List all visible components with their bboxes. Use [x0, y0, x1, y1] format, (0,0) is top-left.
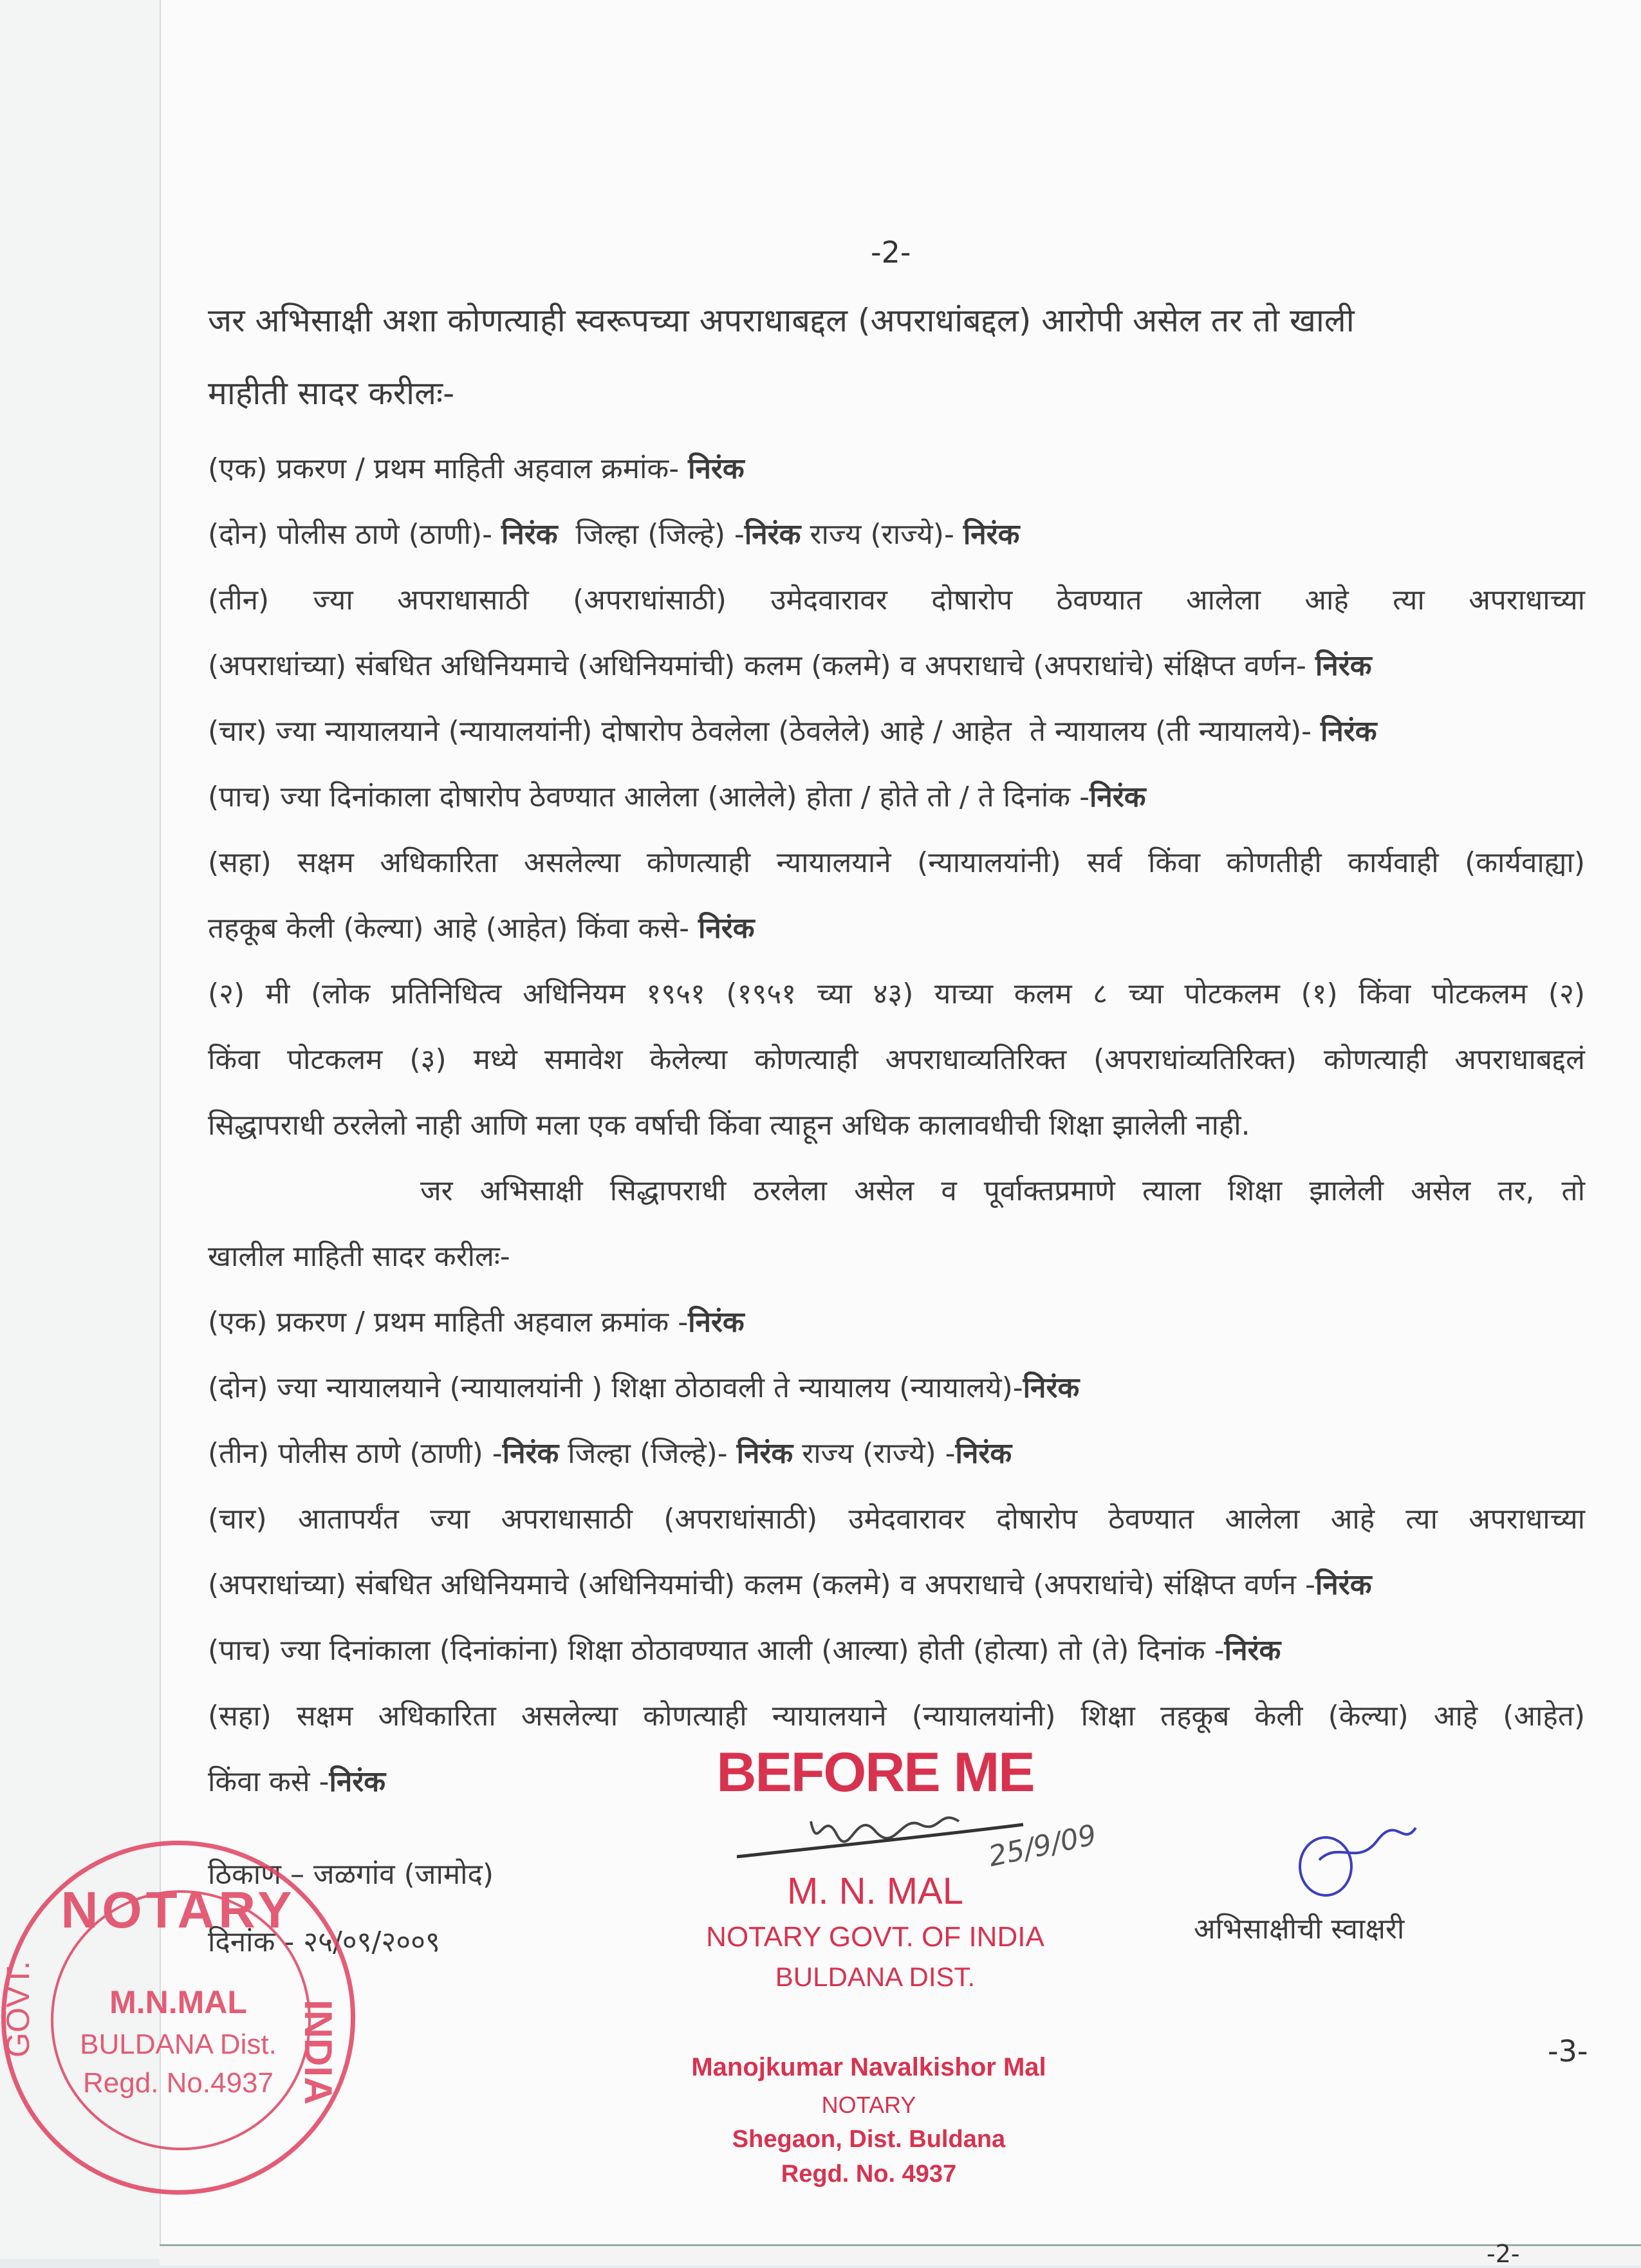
seal-regd: Regd. No.4937: [83, 2067, 274, 2099]
notary-name: M. N. MAL: [787, 1870, 963, 1912]
next-page-number: -2-: [1487, 2240, 1520, 2268]
line-text: (दोन) पोलीस ठाणे (ठाणी)-: [208, 518, 501, 551]
text-line: [208, 1684, 1585, 1749]
round-notary-seal: [1, 1841, 355, 2195]
value-nil: निरंक: [1315, 649, 1372, 682]
line-text: (सहा) सक्षम अधिकारिता असलेल्या कोणत्याही न्यायालयाने (न्यायालयांनी) शिक्षा तहकूब केली (केल्या) आहे (आहेत): [208, 1700, 1585, 1733]
line-text: (एक) प्रकरण / प्रथम माहिती अहवाल क्रमांक -: [208, 1306, 689, 1339]
line-text: राज्य (राज्ये)-: [801, 518, 963, 551]
next-page-edge: [160, 2244, 1641, 2265]
line-text: तहकूब केली (केल्या) आहे (आहेत) किंवा कसे-: [208, 912, 698, 945]
value-nil: निरंक: [501, 518, 558, 551]
value-nil: निरंक: [1315, 1568, 1372, 1601]
text-line: [208, 830, 1585, 896]
line-text: (तीन) ज्या अपराधासाठी (अपराधांसाठी) उमेदवारावर दोषारोप ठेवण्यात आलेला आहे त्या अपराधाच्या: [208, 584, 1585, 617]
value-nil: निरंक: [502, 1437, 559, 1470]
signature-date: 25/9/09: [985, 1818, 1100, 1873]
value-nil: निरंक: [1224, 1634, 1281, 1667]
deponent-signature: [1287, 1815, 1429, 1899]
text-line: [208, 1224, 1585, 1290]
line-text: (पाच) ज्या दिनांकाला (दिनांकांना) शिक्षा ठोठावण्यात आली (आल्या) होती (होत्या) तो (ते) दिनांक -: [208, 1634, 1225, 1667]
deponent-signature-label: अभिसाक्षीची स्वाक्षरी: [1194, 1913, 1405, 1946]
seal-side-text: INDIA: [297, 2000, 340, 2105]
line-text: सिद्धापराधी ठरलेलो नाही आणि मला एक वर्षाची किंवा त्याहून अधिक कालावधीची शिक्षा झालेली नाही.: [208, 1109, 1250, 1142]
value-nil: निरंक: [688, 1306, 745, 1339]
notary-regd: Regd. No. 4937: [781, 2161, 957, 2188]
line-text: (अपराधांच्या) संबधित अधिनियमाचे (अधिनियमांची) कलम (कलमे) व अपराधाचे (अपराधांचे) संक्षिप्त वर्णन -: [208, 1568, 1315, 1601]
text-line: [208, 436, 1585, 502]
place: ठिकाण – जळगांव (जामोद): [208, 1858, 494, 1891]
text-line: [208, 699, 1585, 765]
text-line: [208, 765, 1585, 830]
heading-line-1: जर अभिसाक्षी अशा कोणत्याही स्वरूपच्या अपराधाबद्दल (अपराधांबद्दल) आरोपी असेल तर तो खाली: [208, 302, 1355, 339]
value-nil: निरंक: [1089, 781, 1146, 813]
seal-top-text: NOTARY: [60, 1881, 296, 1938]
page-number-top: -2-: [871, 235, 911, 270]
notary-address: Shegaon, Dist. Buldana: [732, 2126, 1006, 2153]
text-line: [208, 1487, 1585, 1552]
text-line: [208, 1158, 1585, 1224]
value-nil: निरंक: [1320, 715, 1377, 748]
text-line: [208, 1618, 1585, 1684]
line-text: (एक) प्रकरण / प्रथम माहिती अहवाल क्रमांक-: [208, 452, 689, 485]
text-line: [208, 1552, 1585, 1618]
line-text: (पाच) ज्या दिनांकाला दोषारोप ठेवण्यात आलेला (आलेले) होता / होते तो / ते दिनांक -: [208, 781, 1089, 813]
value-nil: निरंक: [329, 1765, 386, 1798]
line-text: (तीन) पोलीस ठाणे (ठाणी) -: [208, 1437, 503, 1470]
line-text: (अपराधांच्या) संबधित अधिनियमाचे (अधिनियमांची) कलम (कलमे) व अपराधाचे (अपराधांचे) संक्षिप्त वर्णन-: [208, 649, 1315, 682]
heading: [208, 284, 1585, 430]
value-nil: निरंक: [744, 518, 801, 551]
line-text: (चार) आतापर्यंत ज्या अपराधासाठी (अपराधांसाठी) उमेदवारावर दोषारोप ठेवण्यात आलेला आहे त्या अपराधाच्या: [208, 1503, 1585, 1536]
line-text: जिल्हा (जिल्हे)-: [559, 1437, 737, 1470]
line-text: (२) मी (लोक प्रतिनिधित्व अधिनियम १९५१ (१९५१ च्या ४३) याच्या कलम ८ च्या पोटकलम (१) किंवा पोटकलम (२): [208, 978, 1585, 1010]
before-me-stamp: BEFORE ME: [716, 1742, 1034, 1803]
line-text: खालील माहिती सादर करीलः-: [208, 1240, 510, 1273]
seal-name: M.N.MAL: [109, 1984, 247, 2020]
notary-district: BULDANA DIST.: [775, 1962, 976, 1992]
line-text: किंवा पोटकलम (३) मध्ये समावेश केलेल्या कोणत्याही अपराधाव्यतिरिक्त (अपराधांव्यतिरिक्त) कोणत्याही अपराधाबद्दलं: [208, 1043, 1585, 1076]
line-text: जर अभिसाक्षी सिद्धापराधी ठरलेला असेल व पूर्वाक्तप्रमाणे त्याला शिक्षा झालेली असेल तर, तो: [420, 1175, 1585, 1207]
text-line: [208, 1093, 1585, 1158]
notary-role: NOTARY: [821, 2092, 916, 2118]
text-line: [208, 896, 1585, 962]
value-nil: निरंक: [736, 1437, 793, 1470]
value-nil: निरंक: [1023, 1371, 1080, 1404]
text-line: [208, 1290, 1585, 1355]
value-nil: निरंक: [955, 1437, 1012, 1470]
text-line: [208, 633, 1585, 699]
value-nil: निरंक: [963, 518, 1020, 551]
seal-left-text: GOVT.: [0, 1961, 36, 2058]
page-number-next-marker: -3-: [1548, 2034, 1588, 2068]
text-line: [208, 568, 1585, 633]
line-text: राज्य (राज्ये) -: [793, 1437, 956, 1470]
date: दिनांक - २५/०९/२००९: [208, 1926, 440, 1958]
line-text: किंवा कसे -: [208, 1765, 329, 1798]
text-line: [208, 1421, 1585, 1487]
line-text: (चार) ज्या न्यायालयाने (न्यायालयांनी) दोषारोप ठेवलेला (ठेवलेले) आहे / आहेत ते न्यायालय (ती न्यायालये)-: [208, 715, 1321, 748]
text-line: [208, 502, 1585, 568]
value-nil: निरंक: [698, 912, 755, 945]
text-line: [208, 962, 1585, 1027]
line-text: जिल्हा (जिल्हे) -: [557, 518, 745, 551]
heading-line-2: माहीती सादर करीलः-: [208, 375, 455, 412]
text-line: [208, 1027, 1585, 1093]
text-line: [208, 1355, 1585, 1421]
line-text: (सहा) सक्षम अधिकारिता असलेल्या कोणत्याही न्यायालयाने (न्यायालयांनी) सर्व किंवा कोणतीही कार्यवाही (कार्यवाह्या): [208, 846, 1585, 879]
notary-full-name: Manojkumar Navalkishor Mal: [691, 2053, 1046, 2081]
document-body: [208, 436, 1585, 1815]
notary-title: NOTARY GOVT. OF INDIA: [706, 1921, 1044, 1953]
line-text: (दोन) ज्या न्यायालयाने (न्यायालयांनी ) शिक्षा ठोठावली ते न्यायालय (न्यायालये)-: [208, 1371, 1023, 1404]
value-nil: निरंक: [688, 452, 745, 485]
seal-district: BULDANA Dist.: [80, 2029, 277, 2060]
